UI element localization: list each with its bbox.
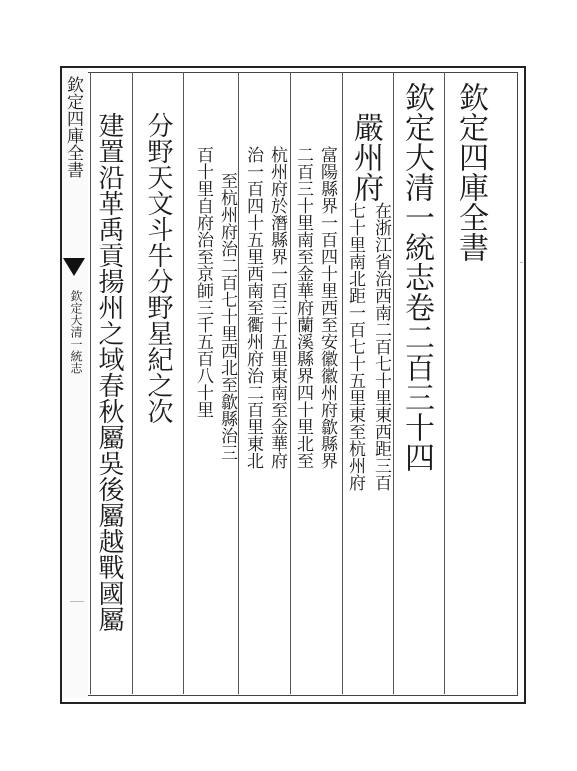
- margin-volume-note: 欽定大清一統志: [69, 290, 83, 374]
- prefecture-note-line: 杭州府於潛縣界一百三十五里東南至金華府: [267, 146, 287, 469]
- prefecture-note-line: 百十里自府治至京師三千五百八十里: [193, 146, 213, 418]
- prefecture-note-line: 富陽縣界一百四十里西至安徽徽州府歙縣界: [317, 146, 337, 469]
- column-divider: [393, 72, 394, 694]
- column-divider: [290, 72, 291, 694]
- prefecture-note-line: 七十里南北距一百七十五里東至杭州府: [345, 202, 365, 491]
- column-divider: [183, 72, 184, 694]
- prefecture-name: 嚴州府: [348, 112, 383, 202]
- column-divider: [444, 72, 445, 694]
- column-divider: [90, 72, 91, 694]
- prefecture-note-line: 至杭州府治二百七十里西北至歙縣治三: [217, 172, 237, 461]
- scan-noise: [520, 262, 523, 263]
- margin-book-title: 欽定四庫全書: [63, 76, 83, 178]
- volume-title: 欽定大清一統志卷二百三十四: [399, 82, 434, 472]
- section-heading: 分野天文斗牛分野星紀之次: [143, 112, 173, 424]
- main-text-line: 建置沿革禹貢揚州之域春秋屬吳後屬越戰國屬: [94, 112, 124, 632]
- prefecture-note-line: 在浙江省治西南二百七十里東西距三百: [371, 202, 391, 491]
- prefecture-note-line: 二百三十里南至金華府蘭溪縣界四十里北至: [293, 146, 313, 469]
- book-title: 欽定四庫全書: [453, 82, 488, 262]
- column-divider: [132, 72, 133, 694]
- column-divider: [238, 72, 239, 694]
- column-divider: [342, 72, 343, 694]
- scan-noise: [70, 601, 84, 602]
- prefecture-note-line: 治一百四十五里西南至衢州府治二百里東北: [243, 146, 263, 469]
- page-frame-inner: [63, 72, 518, 696]
